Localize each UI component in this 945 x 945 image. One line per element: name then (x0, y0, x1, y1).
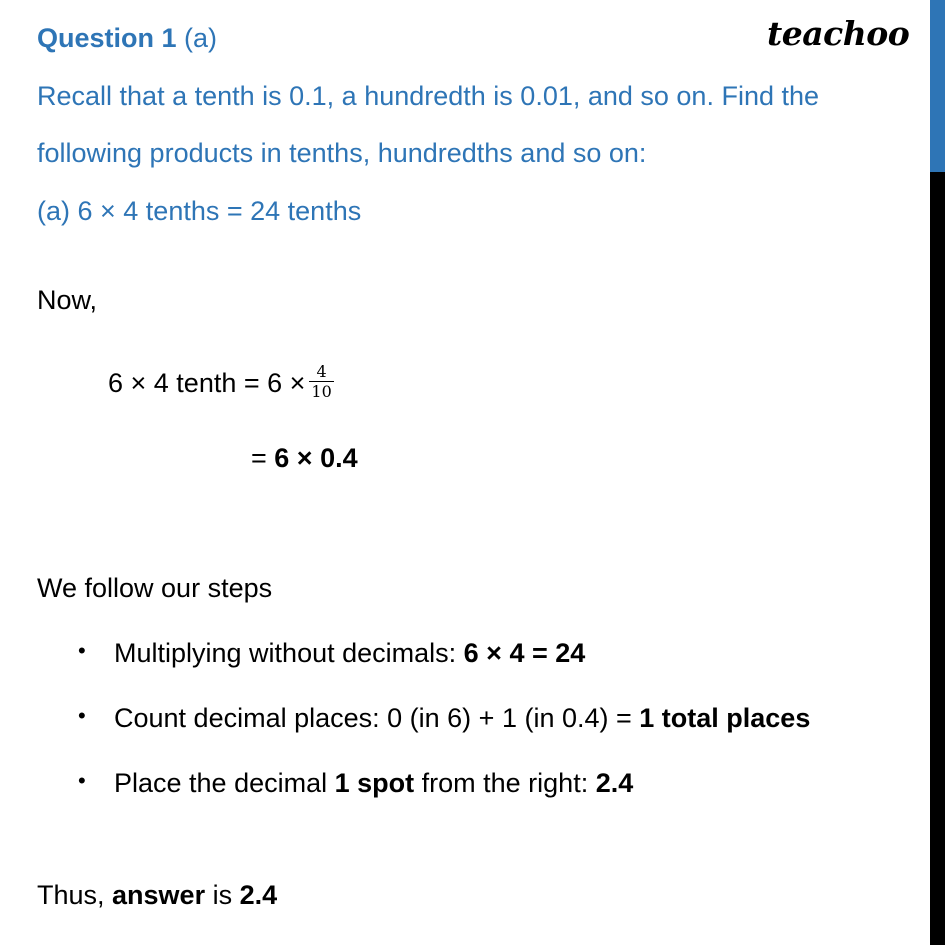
answer-label: answer (112, 880, 206, 910)
scrollbar-thumb[interactable] (930, 0, 945, 172)
question-line-3: (a) 6 × 4 tenths = 24 tenths (37, 196, 362, 226)
step-1-bold: 6 × 4 = 24 (463, 638, 586, 668)
question-part: (a) (176, 23, 218, 53)
equation-2-prefix: = (251, 443, 275, 473)
fraction (309, 363, 333, 401)
equation-2-bold: 6 × 0.4 (274, 443, 358, 473)
answer-line (37, 877, 277, 913)
step-2-text: Count decimal places: 0 (in 6) + 1 (in 0.4) = (114, 703, 640, 733)
bullet-icon: • (78, 703, 86, 728)
step-3-bold-2: 2.4 (595, 768, 634, 798)
teachoo-logo: teachoo (767, 14, 910, 53)
step-3-text-2: from the right: (414, 768, 596, 798)
fraction-numerator: 4 (316, 361, 327, 381)
step-item-1 (114, 635, 585, 671)
fraction-denominator: 10 (311, 381, 332, 401)
equation-line-1 (108, 361, 334, 404)
step-item-2 (114, 700, 810, 736)
answer-prefix: Thus, (37, 880, 113, 910)
bullet-icon: • (78, 638, 86, 663)
question-label: Question 1 (37, 23, 177, 53)
step-2-bold: 1 total places (639, 703, 811, 733)
step-3-text: Place the decimal (114, 768, 335, 798)
equation-1-left: 6 × 4 tenth = 6 × (108, 368, 306, 398)
steps-intro: We follow our steps (37, 573, 273, 603)
step-1-text: Multiplying without decimals: (114, 638, 464, 668)
question-line-2: following products in tenths, hundredths and so on: (37, 138, 647, 168)
bullet-icon: • (78, 768, 86, 793)
question-line-1: Recall that a tenth is 0.1, a hundredth is 0.01, and so on. Find the (37, 81, 820, 111)
equation-line-2 (251, 440, 358, 476)
answer-value: 2.4 (239, 880, 278, 910)
answer-mid: is (205, 880, 240, 910)
now-label: Now, (37, 285, 98, 315)
step-item-3 (114, 765, 633, 801)
question-heading (37, 20, 217, 56)
step-3-bold: 1 spot (334, 768, 415, 798)
